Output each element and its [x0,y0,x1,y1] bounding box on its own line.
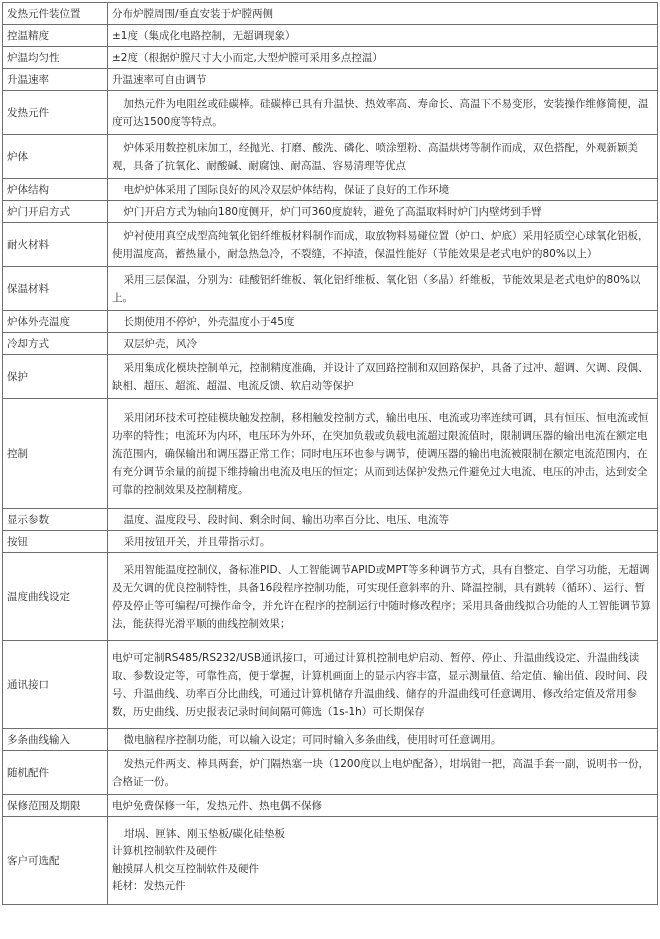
spec-row [3,509,658,531]
spec-row [3,201,658,223]
spec-value: ±1度（集成化电路控制，无超调现象） [108,25,658,47]
spec-value: 炉体采用数控机床加工，经抛光、打磨、酸洗、磷化、喷涂塑粉、高温烘烤等制作而成，双色搭配，外观新颖美观，具备了抗氧化、耐酸碱、耐腐蚀、耐高温、容易清理等优点 [108,135,658,179]
spec-value: 长期使用不停炉，外壳温度小于45度 [108,311,658,333]
spec-label: 控制 [3,399,108,509]
spec-row [3,795,658,817]
spec-row [3,355,658,399]
spec-value: 发热元件两支、棒具两套，炉门隔热塞一块（1200度以上电炉配备），坩埚钳一把，高温手套一副，说明书一份，合格证一份。 [108,751,658,795]
spec-row [3,223,658,267]
spec-label: 显示参数 [3,509,108,531]
spec-value: 采用闭环技术可控硅模块触发控制，移相触发控制方式，输出电压、电流或功率连续可调，具有恒压、恒电流或恒功率的特性；电流环为内环，电压环为外环，在突加负载或负载电流超过限流值时，限制调压器的输出电流在额定电流范围内，确保输出和调压器正常工作；同时电压环也参与调节，使调压器的输出电流被限制在额定电流范围内，在有充分调节余量的前提下维持输出电流及电压的恒定；从而到达保护发热元件避免过大电流、电压的冲击，达到安全可靠的控制效果及控制精度。 [108,399,658,509]
spec-label: 温度曲线设定 [3,553,108,641]
spec-label: 炉体 [3,135,108,179]
spec-label: 升温速率 [3,69,108,91]
spec-label: 保修范围及期限 [3,795,108,817]
optional-list [108,817,658,905]
spec-label: 按钮 [3,531,108,553]
spec-row [3,311,658,333]
spec-label: 炉温均匀性 [3,47,108,69]
spec-value: 微电脑程序控制功能，可以输入设定；可同时输入多条曲线，使用时可任意调用。 [108,729,658,751]
spec-label: 保温材料 [3,267,108,311]
spec-label: 保护 [3,355,108,399]
spec-value: 炉门开启方式为轴向180度侧开，炉门可360度旋转，避免了高温取料时炉门内壁烤到手臂 [108,201,658,223]
spec-value: 分布炉膛周围/垂直安装于炉膛两侧 [108,3,658,25]
spec-row [3,267,658,311]
spec-label: 控温精度 [3,25,108,47]
spec-value: 双层炉壳，风冷 [108,333,658,355]
spec-label: 通讯接口 [3,641,108,729]
spec-row [3,91,658,135]
spec-row [3,553,658,641]
optional-item: 触摸屏人机交互控制软件及硬件 [112,862,259,875]
spec-label: 炉体外壳温度 [3,311,108,333]
optional-item: 计算机控制软件及硬件 [112,845,217,857]
spec-row [3,333,658,355]
spec-value: ±2度（根据炉膛尺寸大小而定,大型炉膛可采用多点控温） [108,47,658,69]
spec-row [3,135,658,179]
spec-label: 客户可选配 [3,817,108,905]
spec-value: 采用三层保温，分别为：硅酸铝纤维板、氧化铝纤维板、氧化铝（多晶）纤维板，节能效果是老式电炉的80%以上。 [108,267,658,311]
spec-value: 采用集成化模块控制单元，控制精度准确，并设计了双回路控制和双回路保护，具备了过冲、超调、欠调、段偶、缺相、超压、超流、超温、电流反馈、软启动等保护 [108,355,658,399]
spec-row [3,751,658,795]
spec-label: 发热元件装位置 [3,3,108,25]
spec-row [3,3,658,25]
spec-row [3,531,658,553]
optional-item: 坩埚、匣钵、刚玉垫板/碳化硅垫板 [124,827,286,840]
spec-row [3,729,658,751]
spec-label: 发热元件 [3,91,108,135]
spec-row [3,641,658,729]
spec-value: 电炉可定制RS485/RS232/USB通讯接口，可通过计算机控制电炉启动、暂停、停止、升温曲线设定、升温曲线读取、参数设定等，可靠性高，便于掌握，计算机画面上的显示内容丰富，显示测量值、给定值、输出值、段时间、段号、升温曲线、功率百分比曲线，可通过计算机储存升温曲线、储存的升温曲线可任意调用、修改给定值及常用参数，历史曲线、历史报表记录时间间隔可筛选（1s-1h）可长期保存 [108,641,658,729]
spec-value: 升温速率可自由调节 [108,69,658,91]
spec-value: 采用按钮开关，并且带指示灯。 [108,531,658,553]
spec-value: 炉衬使用真空成型高纯氧化铝纤维板材料制作而成，取放物料易碰位置（炉口、炉底）采用轻质空心球氧化铝板，使用温度高，蓄热量小，耐急热急冷，不裂缝，不掉渣，保温性能好（节能效果是老式电炉的80%以上） [108,223,658,267]
spec-value: 电炉炉体采用了国际良好的风冷双层炉体结构，保证了良好的工作环境 [108,179,658,201]
spec-value: 电炉免费保修一年，发热元件、热电偶不保修 [108,795,658,817]
optional-item: 耗材：发热元件 [112,880,186,892]
spec-value: 温度、温度段号、段时间、剩余时间、输出功率百分比、电压、电流等 [108,509,658,531]
spec-row [3,179,658,201]
spec-row [3,47,658,69]
spec-row [3,25,658,47]
spec-row [3,399,658,509]
spec-row-optional [3,817,658,905]
spec-label: 炉体结构 [3,179,108,201]
spec-value: 加热元件为电阻丝或硅碳棒。硅碳棒已具有升温快、热效率高、寿命长、高温下不易变形，安装操作维修简便，温度可达1500度等特点。 [108,91,658,135]
spec-table [2,2,658,905]
spec-label: 冷却方式 [3,333,108,355]
spec-label: 耐火材料 [3,223,108,267]
spec-label: 多条曲线输入 [3,729,108,751]
spec-value: 采用智能温度控制仪，备标准PID、人工智能调节APID或MPT等多种调节方式，具有自整定、自学习功能，无超调及无欠调的优良控制特性，具备16段程序控制功能，可实现任意斜率的升、降温控制，具有跳转（循环）、运行、暂停及停止等可编程/可操作命令，并允许在程序的控制运行中随时修改程序；采用具备曲线拟合功能的人工智能调节算法，能获得光滑平顺的曲线控制效果； [108,553,658,641]
spec-row [3,69,658,91]
spec-label: 炉门开启方式 [3,201,108,223]
spec-label: 随机配件 [3,751,108,795]
